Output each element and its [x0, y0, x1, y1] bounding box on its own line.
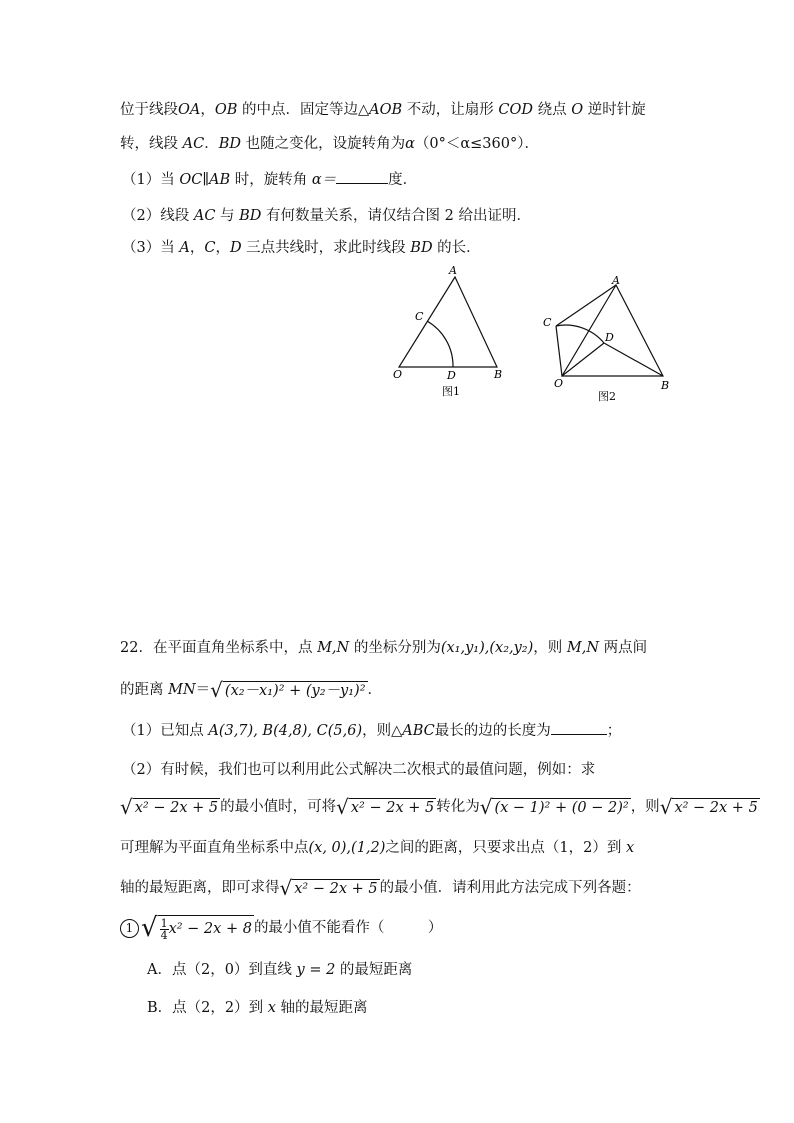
math: OA [178, 102, 201, 118]
text: 22．在平面直角坐标系中，点 [120, 640, 318, 656]
text: ． [204, 136, 219, 152]
text: （2）线段 [122, 208, 194, 224]
text: （2）有时候，我们也可以利用此公式解决二次根式的最值问题，例如：求 [122, 762, 596, 778]
label-o: O [393, 368, 403, 381]
text: 时，旋转角 [230, 172, 312, 188]
sqrt-expr: √ x² − 2x + 5 [659, 795, 758, 819]
math: x² − 2x + 8 [168, 921, 252, 937]
text: 的距离 [120, 682, 169, 698]
q22-line-1 [120, 638, 647, 658]
math: (x − 1)² + (0 − 2)² [494, 800, 629, 816]
numerator: 1 [160, 916, 168, 930]
text: ，则 [533, 640, 567, 656]
text: 转，线段 [120, 136, 183, 152]
segment-oc [556, 326, 562, 376]
text: （1）当 [122, 172, 180, 188]
math: OC∥AB [179, 172, 231, 188]
q21-part-3 [122, 238, 481, 258]
answer-blank[interactable] [336, 183, 388, 184]
arc-cd [556, 325, 604, 343]
label-d: D [447, 369, 456, 382]
text: 与 [215, 208, 240, 224]
text: 转化为 [436, 799, 480, 815]
math: x² − 2x + 5 [134, 800, 219, 816]
math: x² − 2x + 5 [350, 800, 435, 816]
text: 最长的边的长度为 [434, 723, 551, 739]
text: ， [189, 240, 205, 256]
triangle-aob [399, 277, 497, 367]
text: 三点共线时，求此时线段 [241, 240, 411, 256]
text: 位于线段 [120, 102, 178, 118]
circled-number: 1 [120, 919, 139, 938]
q21-part-2 [122, 206, 531, 226]
math: (x₁,y₁),(x₂,y₂) [440, 640, 534, 656]
math: α [405, 136, 415, 152]
text: 也随之变化，设旋转角为 [240, 136, 406, 152]
math: BD [410, 240, 433, 256]
math: BD [239, 208, 262, 224]
math: △ABC [391, 723, 435, 739]
segment-ac [556, 285, 616, 326]
sqrt-expr: √ x² − 2x + 5 [279, 876, 378, 900]
segment-od [562, 343, 604, 376]
q21-part-1 [122, 170, 417, 190]
math: COD [498, 102, 534, 118]
label-b: B [661, 379, 670, 392]
text: 绕点 [533, 102, 572, 118]
q21-line-1 [120, 100, 646, 120]
q21-line-2 [120, 134, 539, 154]
math: D [229, 240, 242, 256]
denominator: 4 [160, 928, 168, 942]
text: （0°＜α≤360°）． [414, 136, 539, 152]
text: 逆时针旋 [583, 102, 646, 118]
math: (x₂－x₁)² + (y₂－y₁)² [224, 683, 366, 699]
arc-cd [427, 321, 453, 367]
q22-item-1 [120, 914, 442, 942]
text: 的长． [432, 240, 481, 256]
text: （3）当 [122, 240, 180, 256]
text: 可理解为平面直角坐标系中点 [120, 840, 309, 856]
label-a: A [612, 274, 620, 287]
text: 的最小值不能看作（ ） [253, 920, 443, 936]
sqrt-expr: √ (x − 1)² + (0 − 2)² [479, 795, 629, 819]
label-b: B [494, 368, 503, 381]
text: ＝ [195, 682, 211, 698]
text: 的最短距离 [335, 962, 413, 978]
math: A(3,7), B(4,8), C(5,6) [208, 723, 363, 739]
q22-part-1 [122, 721, 621, 741]
text: 的最小值时，可将 [220, 799, 337, 815]
sqrt-expr: √ x² − 2x + 5 [120, 795, 219, 819]
label-d: D [605, 331, 614, 344]
math: x² − 2x + 5 [294, 881, 378, 897]
math: M,N [566, 640, 600, 656]
math: △AOB [358, 102, 403, 118]
sqrt-expr: √ x² − 2x + 5 [336, 795, 435, 819]
text: 的最小值．请利用此方法完成下列各题： [379, 880, 641, 896]
math: A [179, 240, 190, 256]
text: 度． [388, 172, 418, 188]
caption-fig2: 图2 [598, 390, 616, 403]
option-a[interactable] [147, 960, 412, 980]
math: x² − 2x + 5 [674, 800, 758, 816]
text: ； [606, 723, 622, 739]
label-c: C [543, 316, 552, 329]
text: B．点（2，2）到 [147, 1000, 268, 1016]
text: 的中点．固定等边 [237, 102, 359, 118]
q22-part-2-line-2 [120, 797, 760, 817]
label-c: C [415, 310, 424, 323]
text: （1）已知点 [122, 723, 209, 739]
q22-line-2 [120, 680, 382, 700]
text: ， [200, 102, 215, 118]
text: 轴的最短距离，即可求得 [120, 880, 280, 896]
label-o: O [554, 377, 564, 390]
figure-1 [385, 262, 515, 402]
q22-part-2-line-1 [122, 760, 595, 780]
text: 的坐标分别为 [349, 640, 441, 656]
text: ． [367, 682, 383, 698]
math: y = 2 [296, 962, 336, 978]
label-a: A [449, 264, 457, 277]
answer-blank[interactable] [551, 734, 607, 735]
math: x [625, 840, 635, 856]
text: 不动，让扇形 [402, 102, 499, 118]
distance-formula-sqrt: √ (x₂－x₁)² + (y₂－y₁)² [210, 678, 366, 702]
math: M,N [317, 640, 350, 656]
math: x [267, 1000, 276, 1016]
math: AC [182, 136, 205, 152]
text: 有何数量关系，请仅结合图 2 给出证明． [261, 208, 531, 224]
math: O [571, 102, 584, 118]
text: ， [215, 240, 230, 256]
math: α＝ [311, 172, 337, 188]
math: OB [214, 102, 238, 118]
option-b[interactable] [147, 998, 368, 1018]
sqrt-expr: √ $\frac{1}{4}$ x² − 2x + 8 [141, 913, 252, 943]
text: 之间的距离，只要求出点（1，2）到 [385, 840, 626, 856]
math: BD [218, 136, 241, 152]
q22-part-2-line-3 [120, 838, 634, 858]
text: ，则 [630, 799, 660, 815]
text: 两点间 [599, 640, 648, 656]
text: A．点（2，0）到直线 [147, 962, 297, 978]
math: AC [193, 208, 216, 224]
q22-part-2-line-4 [120, 878, 641, 898]
fraction [160, 918, 169, 941]
text: 轴的最短距离 [275, 1000, 368, 1016]
caption-fig1: 图1 [442, 385, 460, 398]
figure-2 [538, 272, 678, 407]
math: MN [168, 682, 196, 698]
math: (x, 0),(1,2) [308, 840, 386, 856]
text: ，则 [362, 723, 392, 739]
math: C [204, 240, 216, 256]
